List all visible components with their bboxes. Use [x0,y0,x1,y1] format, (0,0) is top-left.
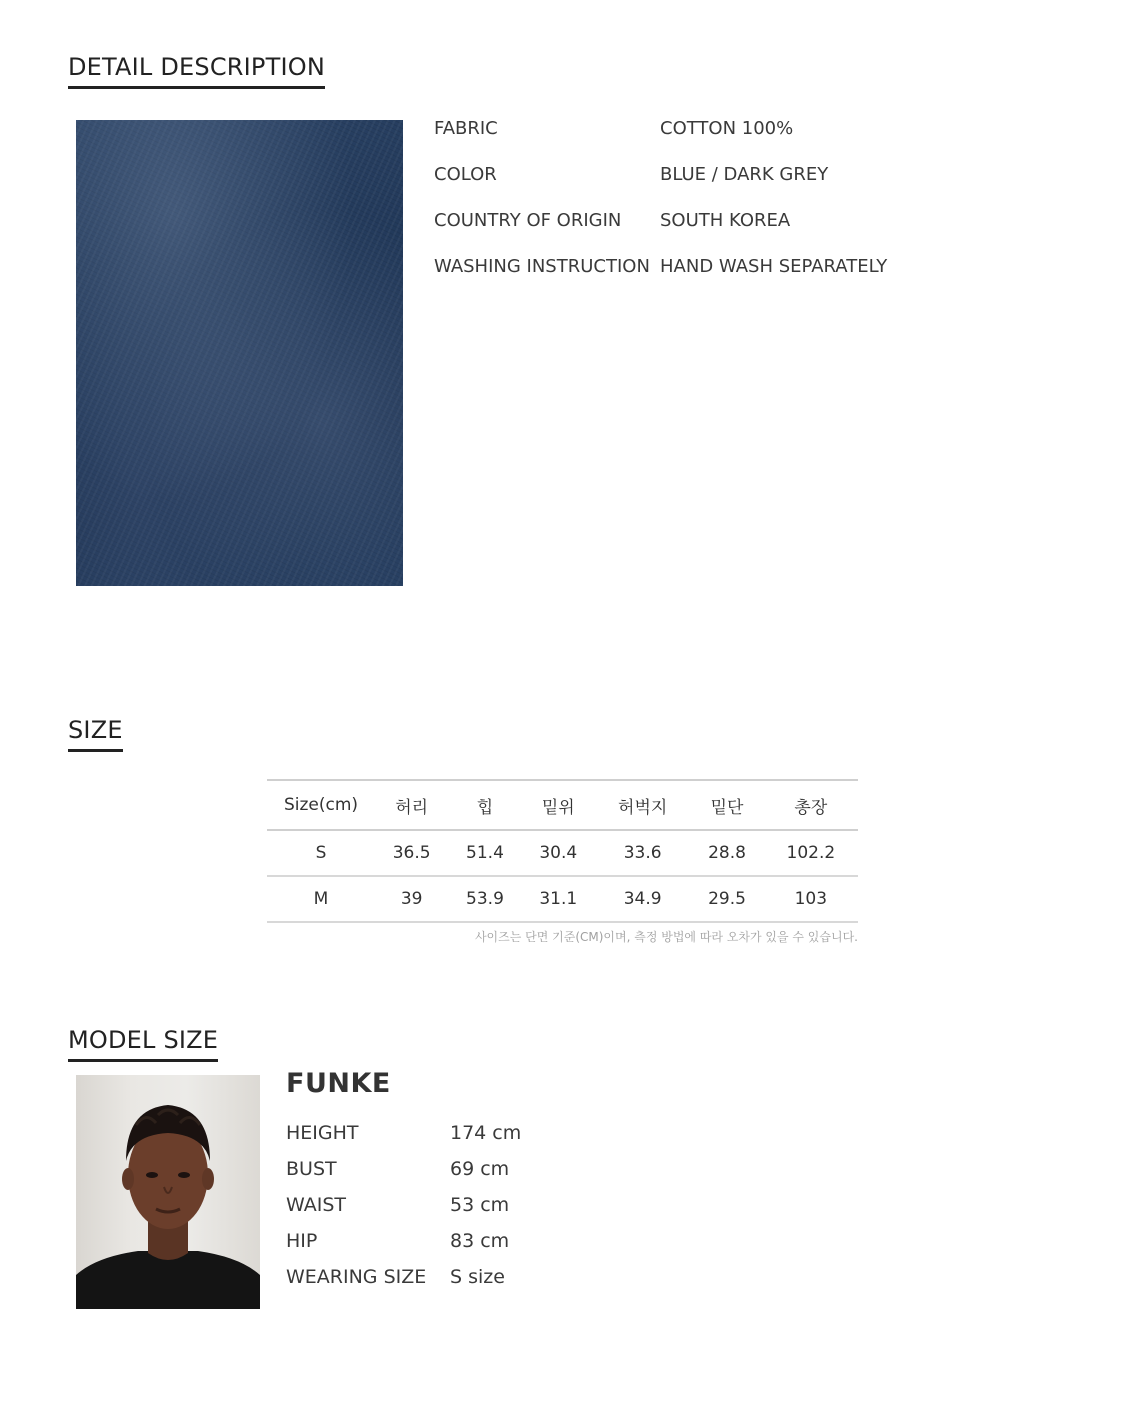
stat-row-height [286,1122,606,1158]
table-cell: 103 [794,889,828,909]
size-header-rise: 밑위 [541,797,575,818]
stat-value: 69 cm [450,1158,510,1180]
model-portrait-illustration [76,1075,260,1309]
table-cell: 31.1 [539,889,578,909]
spec-row-color [434,164,994,210]
model-size-heading: MODEL SIZE [68,1027,218,1062]
spec-value: HAND WASH SEPARATELY [660,256,888,277]
table-cell: 29.5 [708,889,746,909]
spec-label: COUNTRY OF ORIGIN [434,210,622,231]
stat-row-waist [286,1194,606,1230]
size-note: 사이즈는 단면 기준(CM)이며, 측정 방법에 따라 오차가 있을 수 있습니다. [474,930,858,944]
stat-value: 174 cm [450,1122,522,1144]
stat-row-hip [286,1230,606,1266]
table-row [267,830,858,876]
table-row [267,876,858,922]
stat-value: S size [450,1266,505,1288]
table-cell: 34.9 [623,889,662,909]
table-cell: 53.9 [466,889,504,909]
stat-label: WAIST [286,1194,347,1216]
table-cell: 28.8 [708,843,746,863]
size-table-header-row [267,780,858,830]
spec-row-fabric [434,118,994,164]
stat-value: 53 cm [450,1194,510,1216]
stat-label: HIP [286,1230,318,1252]
spec-label: WASHING INSTRUCTION [434,256,650,277]
table-cell: M [313,889,329,909]
table-cell: 39 [400,889,423,909]
stat-label: BUST [286,1158,337,1180]
detail-description-heading: DETAIL DESCRIPTION [68,54,325,89]
fabric-swatch-image [76,120,403,586]
size-header-thigh: 허벅지 [618,797,668,818]
size-heading: SIZE [68,717,123,752]
size-header-hem: 밑단 [710,797,744,818]
size-header-size: Size(cm) [283,795,359,815]
table-cell: 36.5 [392,843,431,863]
stat-row-bust [286,1158,606,1194]
spec-list [434,118,994,302]
stat-label: HEIGHT [286,1122,359,1144]
size-header-hip: 힙 [476,797,494,818]
table-cell: 51.4 [466,843,504,863]
spec-value: SOUTH KOREA [660,210,791,231]
spec-label: FABRIC [434,118,498,139]
table-cell: 33.6 [623,843,662,863]
spec-value: COTTON 100% [660,118,794,139]
table-cell: 30.4 [539,843,578,863]
spec-value: BLUE / DARK GREY [660,164,829,185]
table-cell: 102.2 [786,843,836,863]
size-table [267,779,858,923]
model-name: FUNKE [286,1068,391,1099]
size-header-waist: 허리 [395,797,429,818]
model-photo [76,1075,260,1309]
size-header-length: 총장 [794,797,828,818]
stat-label: WEARING SIZE [286,1266,427,1288]
spec-row-washing [434,256,994,302]
spec-row-origin [434,210,994,256]
table-cell: S [315,843,327,863]
stat-value: 83 cm [450,1230,510,1252]
stat-row-wearing-size [286,1266,606,1302]
model-stats [286,1122,606,1302]
spec-label: COLOR [434,164,497,185]
